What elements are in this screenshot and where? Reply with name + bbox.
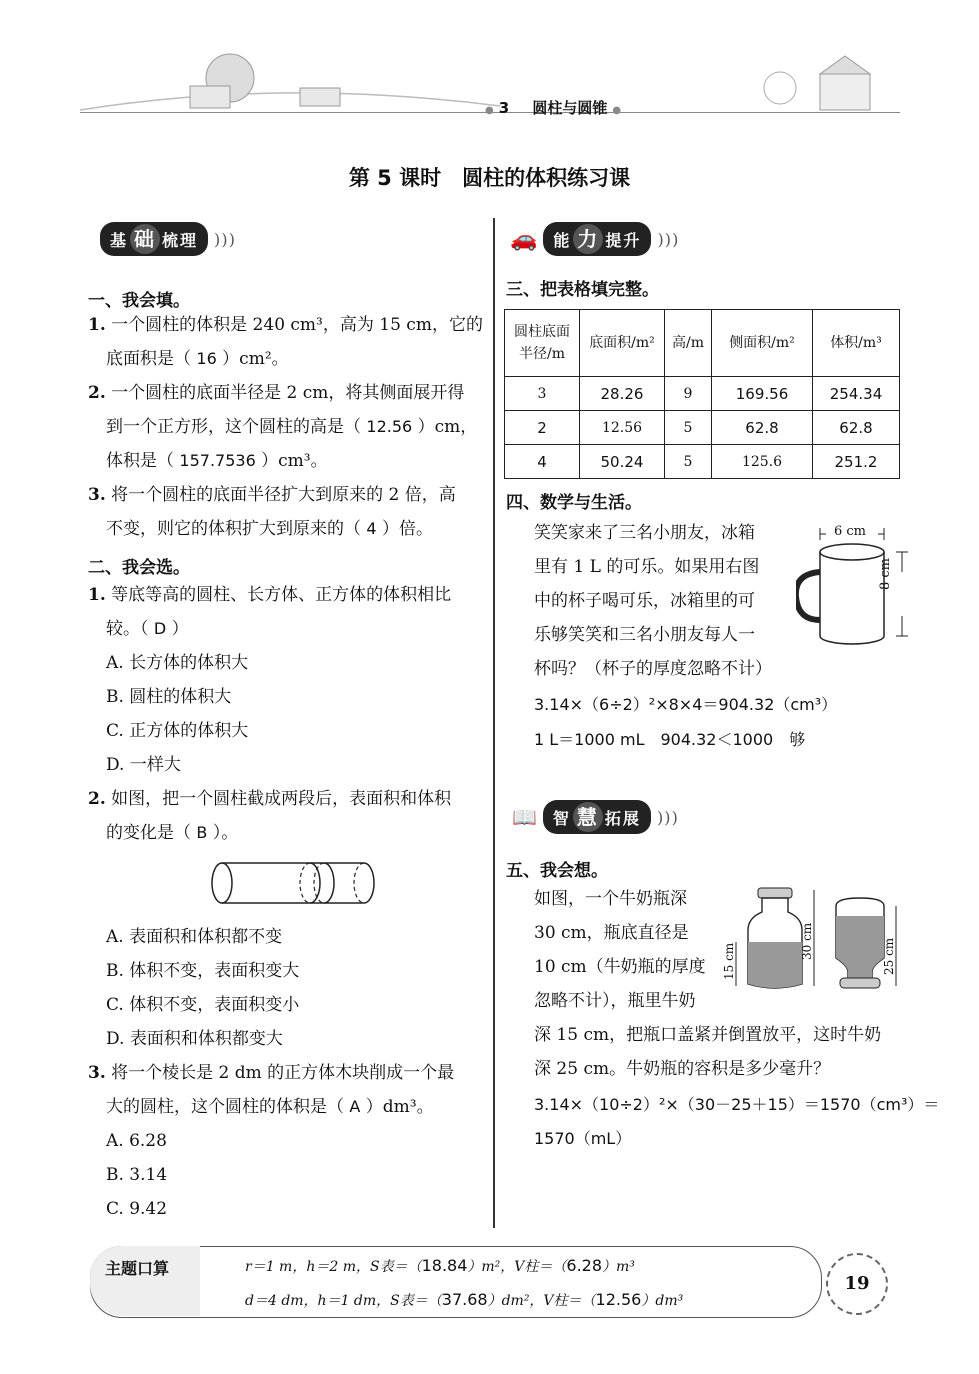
part4-text: 笑笑家来了三名小朋友，冰箱 里有 1 L 的可乐。如果用右图 中的杯子喝可乐，冰箱里的可 乐够笑笑和三名小朋友每人一 杯吗？（杯子的厚度忽略不计） [534,523,772,679]
fill-table: 圆柱底面半径/m 底面积/m² 高/m 侧面积/m² 体积/m³ 3 28.26 9 169.56 254.34 2 12.56 5 62.8 62.8 4 50.24 5 125.6 251.2 [504,309,900,479]
answer: 16 [196,349,217,368]
answer: 12.56 [366,417,413,436]
table-row: 4 50.24 5 125.6 251.2 [505,445,900,479]
dim-15: 15 cm [722,942,736,980]
page-number: 19 [826,1253,888,1315]
part2-heading: 二、我会选。 [88,558,190,578]
cup-figure [796,522,916,652]
cup-width-label: 6 cm [834,524,867,539]
part5-text-narrow: 如图，一个牛奶瓶深 30 cm，瓶底直径是 10 cm（牛奶瓶的厚度 忽略不计），瓶里牛奶 [534,889,706,1011]
part1-heading: 一、我会填。 [88,291,190,311]
answer: D [153,619,167,638]
answer: 157.7536 [179,451,256,470]
answer: 4 [366,519,377,538]
part5-text-wide: 深 15 cm，把瓶口盖紧并倒置放平，这时牛奶 深 25 cm。牛奶瓶的容积是多少毫升？ [534,1025,882,1079]
part2-q1: 1. 等底等高的圆柱、长方体、正方体的体积相比 较。（ D ） A. 长方体的体积大 B. 圆柱的体积大 C. 正方体的体积大 D. 一样大 2. 如图，把一个圆柱截成两段后，表面积和体积 的变化是（ B ）。 [88,585,452,843]
part4-heading: 四、数学与生活。 [506,493,642,513]
answer: B [196,823,208,842]
cut-cylinder-figure [210,860,380,906]
chapter-number: 3 [498,99,510,117]
dim-25: 25 cm [882,937,896,975]
cup-height-label: 8 cm [878,557,893,590]
part5-calc-2: 1570（mL） [534,1129,632,1148]
part4-calc-1: 3.14×（6÷2）²×8×4＝904.32（cm³） [534,695,838,714]
table-row: 2 12.56 5 62.8 62.8 [505,411,900,445]
part2-q2-options: A. 表面积和体积都不变 B. 体积不变，表面积变大 C. 体积不变，表面积变小 D. 表面积和体积都变大 3. 将一个棱长是 2 dm 的正方体木块削成一个最 大的圆柱，这个圆柱的体积是（ A ）dm³。 A. 6.28 B. 3.14 C. 9.42 [88,927,455,1219]
column-divider [493,218,495,1228]
table-row: 3 28.26 9 169.56 254.34 [505,377,900,411]
part1-questions: 1. 一个圆柱的体积是 240 cm³，高为 15 cm，它的 底面积是（ 16 ）cm²。 2. 一个圆柱的底面半径是 2 cm，将其侧面展开得 到一个正方形，这个圆柱的高是（ 12.56 ）cm， 体积是（ 157.7536 ）cm³。 3. 将一个圆柱的底面半径扩大到原来的 2 倍，高 不变，则它的体积扩大到原来的（ 4 ）倍。 [88,315,483,539]
badge-basic: 基 础 梳理 ) ) ) [100,222,233,256]
chapter-title: 圆柱与圆锥 [532,99,608,117]
part5-heading: 五、我会想。 [506,861,608,881]
lesson-title: 第 5 课时 圆柱的体积练习课 [348,166,631,190]
part3-heading: 三、把表格填完整。 [506,280,659,300]
oral-calc-line-2: d＝4 dm，h＝1 dm，S表＝（37.68）dm²，V柱＝（12.56）dm³ [245,1290,684,1309]
part5-calc-1: 3.14×（10÷2）²×（30－25＋15）＝1570（cm³）＝ [534,1095,940,1114]
answer: A [349,1097,361,1116]
chapter-header: ● 3 圆柱与圆锥 ● [485,99,622,117]
part4-calc-2: 1 L＝1000 mL 904.32＜1000 够 [534,730,806,749]
badge-ability: 🚗 能 力 提升 ) ) ) [510,222,676,256]
badge-wisdom: 📖 智 慧 拓展 ) ) ) [512,800,676,834]
oral-calc-title: 主题口算 [105,1259,170,1278]
oral-calc-line-1: r＝1 m，h＝2 m，S表＝（18.84）m²，V柱＝（6.28）m³ [245,1256,635,1275]
dim-30: 30 cm [800,922,814,960]
